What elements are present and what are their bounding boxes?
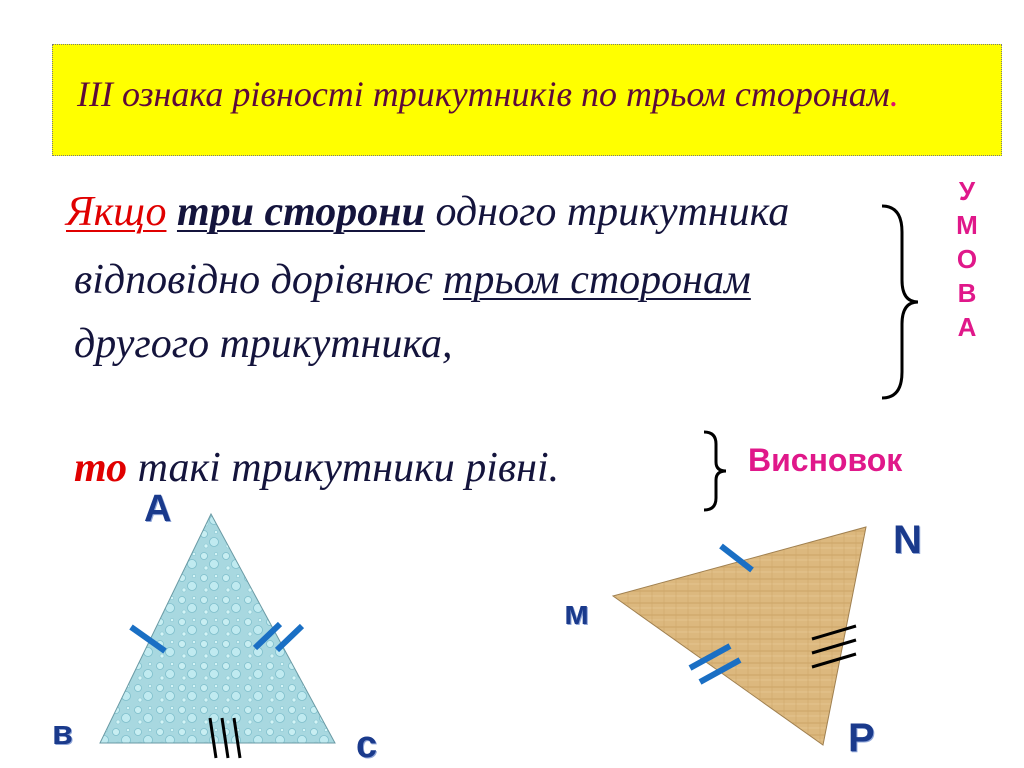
vertex-m-label: м <box>564 594 590 632</box>
condition-letter: О <box>956 244 978 274</box>
if-word: Якщо <box>66 189 167 235</box>
conclusion-label: Висновок <box>748 442 903 478</box>
then-word: то <box>74 445 128 491</box>
vertex-n-label: N <box>893 518 922 562</box>
condition-letter: У <box>958 176 976 206</box>
statement-line-4-rest: такі трикутники рівні. <box>127 445 560 491</box>
tick-ac-2 <box>277 626 302 650</box>
condition-letter: В <box>957 278 977 308</box>
vertex-b-label: в <box>52 714 73 752</box>
title-dot: . <box>889 74 899 114</box>
three-sides-second: трьом сторонам <box>443 257 751 303</box>
statement-line-2-text: відповідно дорівнює <box>74 257 444 303</box>
title-text: III ознака рівності трикутників по трьом сторонам <box>77 74 890 114</box>
vertex-a-label: А <box>144 488 172 530</box>
condition-letter: М <box>956 210 978 240</box>
statement-line-3-text: другого трикутника, <box>74 321 453 367</box>
statement-line-1-rest: одного трикутника <box>424 189 790 235</box>
vertex-c-label: с <box>356 724 378 766</box>
three-sides-first: три сторони <box>176 189 425 235</box>
vertex-p-label: Р <box>848 716 875 760</box>
condition-letter: А <box>957 312 977 342</box>
